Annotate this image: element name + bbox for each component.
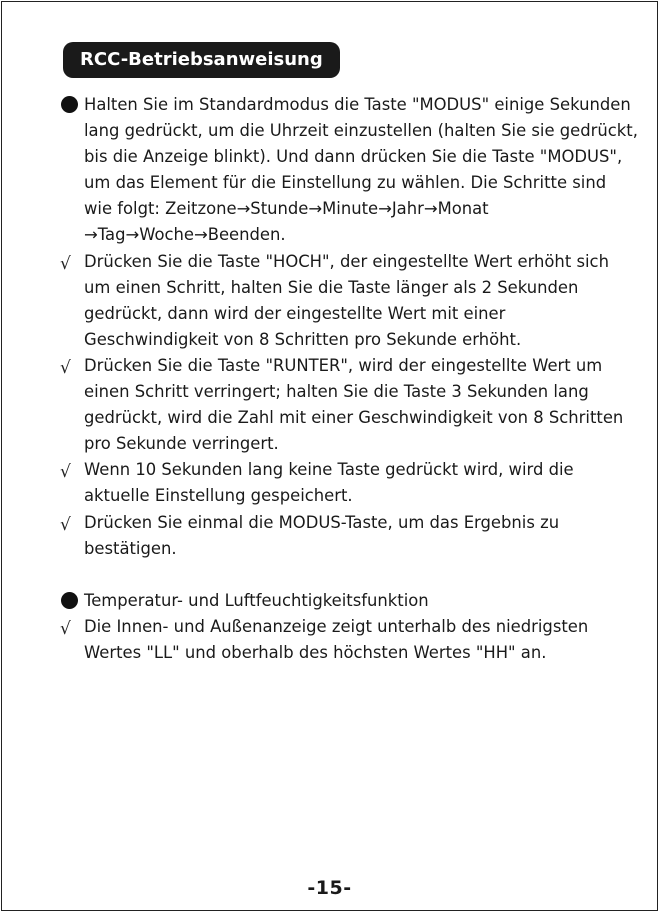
check-item-up-key bbox=[59, 249, 639, 353]
check-text: Wenn 10 Sekunden lang keine Taste gedrückt wird, wird die aktuelle Einstellung gespeichert. bbox=[84, 460, 574, 506]
check-text: Drücken Sie die Taste "HOCH", der eingestellte Wert erhöht sich um einen Schritt, halten Sie die Taste länger als 2 Sekunden gedrückt, dann wird der eingestellte Wert mit einer Geschwindigkeit von 8 Schritten pro Sekunde erhöht. bbox=[84, 251, 609, 349]
check-item-confirm bbox=[59, 510, 639, 562]
check-text: Die Innen- und Außenanzeige zeigt unterhalb des niedrigsten Wertes "LL" und oberhalb des höchsten Wertes "HH" an. bbox=[84, 616, 589, 662]
section-title: RCC-Betriebsanweisung bbox=[63, 42, 340, 78]
checkmark-icon: √ bbox=[60, 514, 71, 535]
bullet-dot-icon bbox=[59, 92, 81, 118]
manual-page bbox=[1, 1, 658, 911]
checkmark-icon: √ bbox=[60, 618, 71, 639]
bullet-dot-icon bbox=[59, 588, 81, 614]
checkmark-icon: √ bbox=[60, 462, 71, 483]
check-item-autosave bbox=[59, 457, 639, 509]
checkmark-icon: √ bbox=[60, 357, 71, 378]
bullet-item-time-setting bbox=[59, 92, 639, 249]
content-body bbox=[59, 92, 639, 666]
check-item-down-key bbox=[59, 353, 639, 457]
check-text: Drücken Sie die Taste "RUNTER", wird der eingestellte Wert um einen Schritt verringert; halten Sie die Taste 3 Sekunden lang gedrückt, wird die Zahl mit einer Geschwindigkeit von 8 Schritten pro Sekunde verringert. bbox=[84, 355, 624, 454]
section-spacer bbox=[59, 562, 639, 588]
bullet-item-temperature bbox=[59, 588, 639, 614]
check-text: Drücken Sie einmal die MODUS-Taste, um das Ergebnis zu bestätigen. bbox=[84, 512, 560, 558]
page-number: -15- bbox=[307, 877, 352, 899]
bullet-text: Halten Sie im Standardmodus die Taste "MODUS" einige Sekunden lang gedrückt, um die Uhrzeit einzustellen (halten Sie sie gedrückt, bis die Anzeige blinkt). Und dann drücken Sie die Taste "MODUS", um das Element für die Einstellung zu wählen. Die Schritte sind wie folgt: Zeitzone→Stunde→Minute→Jahr→Monat →Tag→Woche→Beenden. bbox=[84, 95, 638, 245]
bullet-heading: Temperatur- und Luftfeuchtigkeitsfunktion bbox=[84, 590, 429, 610]
checkmark-icon: √ bbox=[60, 253, 71, 274]
check-item-display-range bbox=[59, 614, 639, 666]
